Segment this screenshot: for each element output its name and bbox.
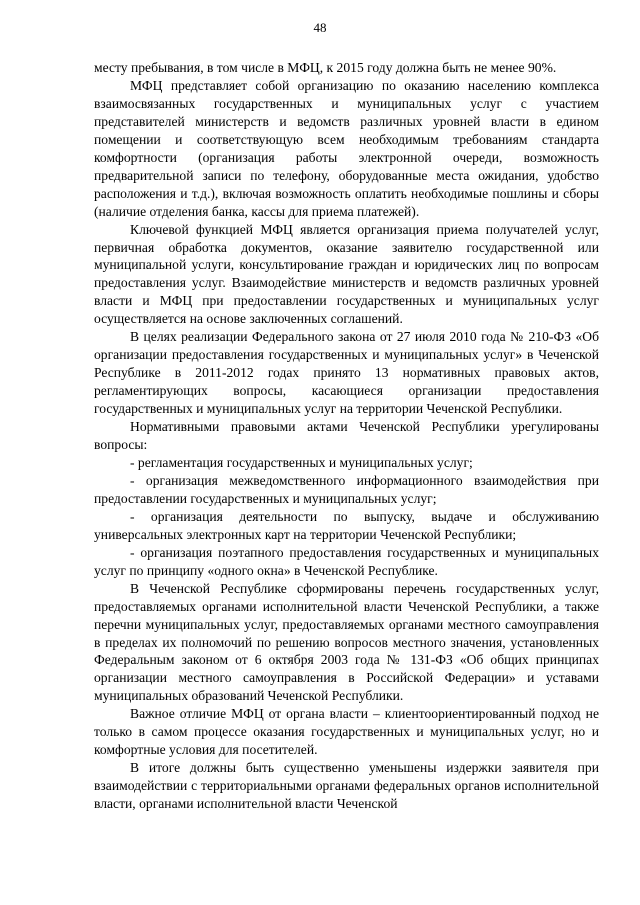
paragraph: МФЦ представляет собой организацию по оказанию населению комплекса взаимосвязанных государственных и муниципальных услуг с участием представителей министерств и ведомств различных уровней власти в едином помещении и соответствующую всем необходимым требованиям стандарта комфортности (организация работы электронной очереди, возможность предварительной записи по телефону, оборудованные места ожидания, удобство расположения и т.д.), включая возможность оплатить необходимые пошлины и сборы (наличие отделения банка, кассы для приема платежей). bbox=[94, 77, 599, 219]
paragraph: Важное отличие МФЦ от органа власти – клиентоориентированный подход не только в самом процессе оказания государственных и муниципальных услуг, но и комфортные условия для посетителей. bbox=[94, 706, 599, 758]
paragraph: В целях реализации Федерального закона от 27 июля 2010 года № 210-ФЗ «Об организации предоставления государственных и муниципальных услуг» в Чеченской Республике в 2011-2012 годах принято 13 нормативных правовых актов, регламентирующих вопросы, касающиеся организации предоставления государственных и муниципальных услуг на территории Чеченской Республики. bbox=[94, 329, 599, 417]
paragraph: Ключевой функцией МФЦ является организация приема получателей услуг, первичная обработка документов, оказание заявителю государственной или муниципальной услуги, консультирование граждан и юридических лиц по вопросам предоставления услуг. Взаимодействие министерств и ведомств различных уровней власти и МФЦ при предоставлении государственных и муниципальных услуг осуществляется на основе заключенных соглашений. bbox=[94, 221, 599, 327]
paragraph: Нормативными правовыми актами Чеченской Республики урегулированы вопросы: bbox=[94, 419, 599, 453]
paragraph: В итоге должны быть существенно уменьшены издержки заявителя при взаимодействии с территориальными органами федеральных органов исполнительной власти, органами исполнительной власти Чеченской bbox=[94, 760, 599, 812]
paragraph: - организация поэтапного предоставления государственных и муниципальных услуг по принципу «одного окна» в Чеченской Республике. bbox=[94, 544, 599, 578]
paragraph: - организация межведомственного информационного взаимодействия при предоставлении государственных и муниципальных услуг; bbox=[94, 472, 599, 506]
paragraph: месту пребывания, в том числе в МФЦ, к 2015 году должна быть не менее 90%. bbox=[94, 60, 557, 75]
paragraph: - регламентация государственных и муниципальных услуг; bbox=[130, 454, 473, 470]
paragraph: - организация деятельности по выпуску, выдаче и обслуживанию универсальных электронных карт на территории Чеченской Республики; bbox=[94, 508, 599, 542]
page-number: 48 bbox=[313, 20, 327, 35]
paragraph: В Чеченской Республике сформированы перечень государственных услуг, предоставляемых органами исполнительной власти Чеченской Республики, а также перечни муниципальных услуг, предоставляемых органами местного самоуправления в пределах их полномочий по решению вопросов местного значения, установленных Федеральным законом от 6 октября 2003 года № 131-ФЗ «Об общих принципах организации местного самоуправления в Российской Федерации» и уставами муниципальных образований Чеченской Республики. bbox=[94, 580, 599, 704]
body-text bbox=[94, 59, 599, 813]
